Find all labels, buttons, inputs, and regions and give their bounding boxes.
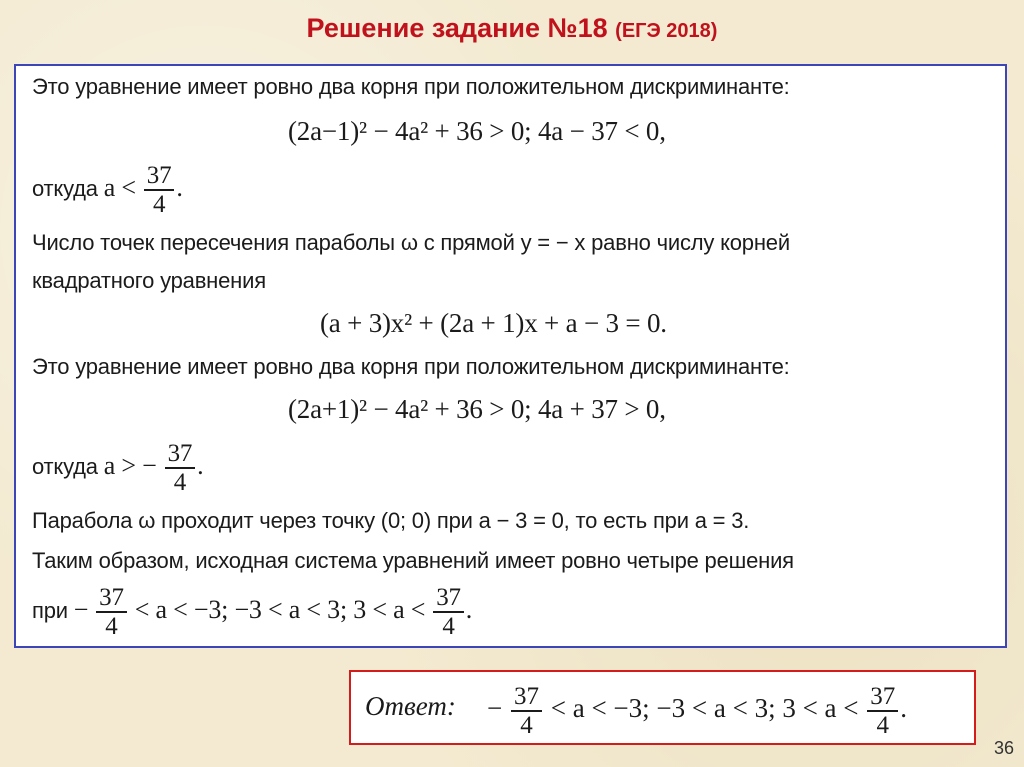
- fraction-37-4: [144, 162, 175, 218]
- fraction-denominator: 4: [520, 711, 533, 739]
- fraction-numerator: 37: [165, 440, 196, 469]
- answer-label: Ответ:: [365, 691, 456, 721]
- text-line-6-prefix: откуда: [32, 453, 98, 479]
- fraction-numerator: 37: [433, 584, 464, 613]
- fraction-denominator: 4: [105, 613, 118, 640]
- fraction-denominator: 4: [442, 613, 455, 640]
- answer-math: [487, 676, 907, 740]
- page-number: 36: [993, 738, 1014, 758]
- answer-mid: < a < −3; −3 < a < 3; 3 < a <: [550, 693, 859, 723]
- text-line-6: откуда a > − $\frac{37}{4}$ .: [32, 440, 204, 496]
- fraction-37-4: [433, 584, 464, 640]
- fraction-37-4: [165, 440, 196, 496]
- fraction-denominator: 4: [152, 191, 166, 218]
- slide-title-main: Решение задание №18: [306, 13, 608, 43]
- formula-3: (2a+1)² − 4a² + 36 > 0; 4a + 37 > 0,: [288, 394, 666, 424]
- slide-title-sub: (ЕГЭ 2018): [615, 20, 718, 42]
- fraction-denominator: 4: [876, 711, 890, 739]
- answer-minus: −: [487, 693, 503, 723]
- fraction-numerator: 37: [867, 683, 898, 712]
- answer-box: [349, 670, 976, 745]
- text-line-3: Число точек пересечения параболы ω с прямой y = − x равно числу корней: [32, 230, 790, 255]
- text-line-2-prefix: откуда: [32, 175, 98, 201]
- text-line-2-math: a <: [103, 172, 136, 202]
- text-line-2: откуда a < $\frac{37}{4}$ .: [32, 162, 183, 218]
- fraction-numerator: 37: [144, 162, 175, 191]
- answer-end: .: [900, 693, 908, 723]
- text-line-8: Таким образом, исходная система уравнений имеет ровно четыре решения: [32, 548, 794, 573]
- solution-scan: [14, 64, 1007, 648]
- slide-title: [0, 10, 1024, 49]
- fraction-37-4: [511, 683, 542, 739]
- text-line-7: Парабола ω проходит через точку (0; 0) при a − 3 = 0, то есть при a = 3.: [32, 508, 750, 533]
- text-line-5: Это уравнение имеет ровно два корня при положительном дискриминанте:: [32, 354, 790, 379]
- formula-2: (a + 3)x² + (2a + 1)x + a − 3 = 0.: [320, 308, 667, 338]
- text-line-4: квадратного уравнения: [32, 268, 266, 293]
- fraction-numerator: 37: [511, 683, 542, 712]
- text-line-9: при − $\frac{37}{4}$ < a < −3; −3 < a < 3; 3 < a < $\frac{37}{4}$ .: [32, 584, 473, 640]
- fraction-37-4: [96, 584, 127, 640]
- fraction-37-4: [867, 683, 898, 739]
- text-line-9-prefix: при: [32, 597, 68, 623]
- fraction-denominator: 4: [173, 469, 187, 496]
- formula-1: (2a−1)² − 4a² + 36 > 0; 4a − 37 < 0,: [288, 116, 666, 146]
- text-line-6-math: a > −: [103, 450, 157, 480]
- text-line-1: Это уравнение имеет ровно два корня при положительном дискриминанте:: [32, 74, 790, 99]
- fraction-numerator: 37: [96, 584, 127, 613]
- text-line-9-mid: < a < −3; −3 < a < 3; 3 < a <: [134, 594, 426, 624]
